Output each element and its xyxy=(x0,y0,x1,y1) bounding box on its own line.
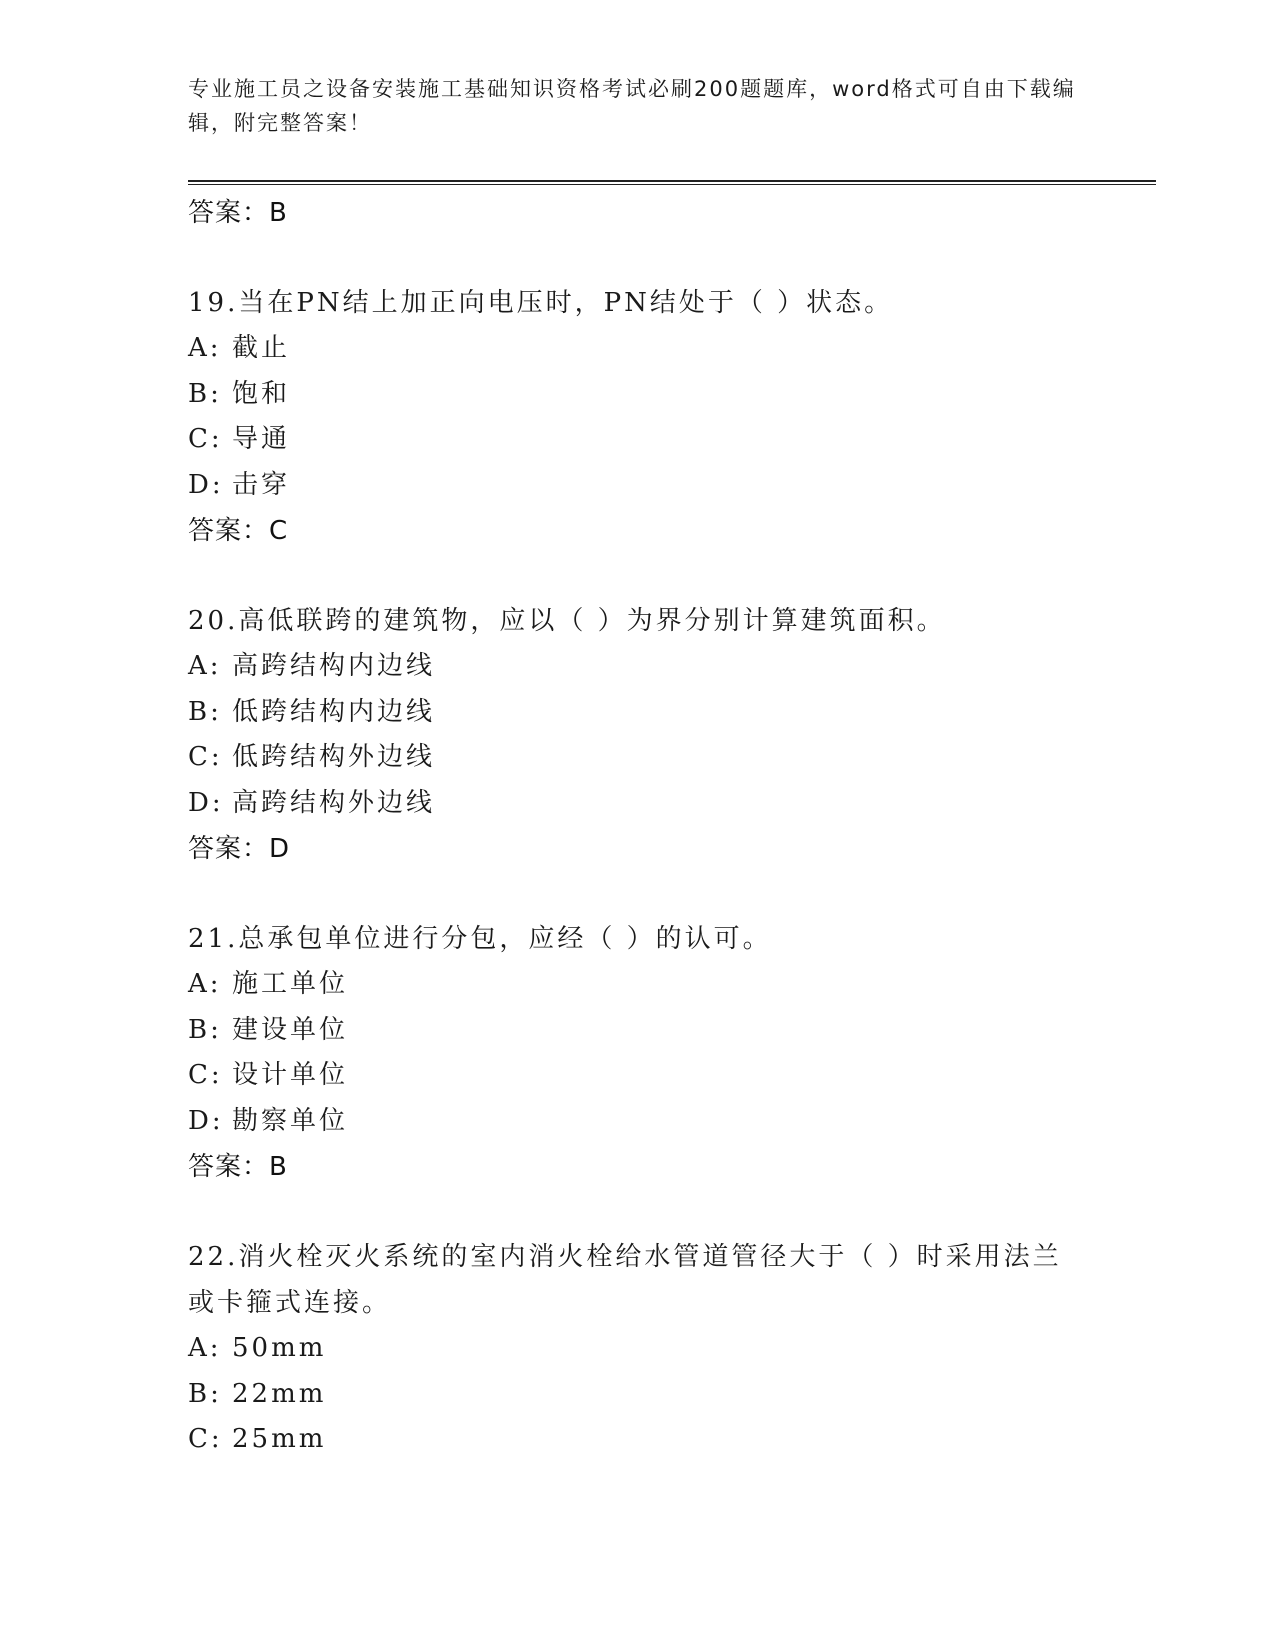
option-letter: B: xyxy=(188,696,222,727)
option-text: 高跨结构外边线 xyxy=(232,787,436,818)
option-letter: D: xyxy=(188,1105,224,1136)
answer-value: D xyxy=(269,834,291,864)
header-text: 专业施工员之设备安装施工基础知识资格考试必刷200题题库，word格式可自由下载编辑，附完整答案！ xyxy=(188,77,1076,135)
option-text: 勘察单位 xyxy=(232,1105,349,1136)
question-block xyxy=(188,598,1088,872)
option-letter: B: xyxy=(188,378,222,409)
option-item xyxy=(188,1372,1088,1418)
header-divider xyxy=(188,180,1156,185)
answer-line xyxy=(188,190,1088,236)
option-letter: A: xyxy=(188,651,222,681)
option-item xyxy=(188,1053,1088,1099)
answer-value: B xyxy=(269,198,288,228)
answer-label: 答案： xyxy=(188,834,270,864)
question-text: 22.消火栓灭火系统的室内消火栓给水管道管径大于（ ）时采用法兰或卡箍式连接。 xyxy=(188,1242,1062,1318)
option-text: 50mm xyxy=(232,1333,327,1363)
option-letter: A: xyxy=(188,333,222,363)
option-item xyxy=(188,326,1088,372)
question-block xyxy=(188,280,1088,554)
option-item xyxy=(188,1008,1088,1054)
question-list xyxy=(188,190,1088,1463)
option-letter: C: xyxy=(188,742,223,772)
option-text: 低跨结构内边线 xyxy=(232,696,436,727)
page-header xyxy=(188,72,1088,140)
option-item xyxy=(188,372,1088,418)
option-item xyxy=(188,735,1088,781)
option-text: 施工单位 xyxy=(232,969,349,999)
option-letter: D: xyxy=(188,469,224,500)
answer-line xyxy=(188,826,1088,872)
option-letter: D: xyxy=(188,787,224,818)
option-item xyxy=(188,1326,1088,1372)
option-text: 低跨结构外边线 xyxy=(232,742,436,772)
answer-line xyxy=(188,1144,1088,1190)
option-text: 25mm xyxy=(232,1424,327,1454)
option-item xyxy=(188,1417,1088,1463)
option-text: 导通 xyxy=(232,424,291,454)
option-letter: C: xyxy=(188,424,223,454)
question-text: 20.高低联跨的建筑物，应以（ ）为界分别计算建筑面积。 xyxy=(188,606,946,636)
option-text: 设计单位 xyxy=(232,1060,349,1090)
option-item xyxy=(188,644,1088,690)
option-letter: A: xyxy=(188,1333,222,1363)
option-text: 22mm xyxy=(232,1378,327,1409)
question-text: 19.当在PN结上加正向电压时，PN结处于（ ）状态。 xyxy=(188,288,894,318)
answer-value: C xyxy=(269,516,289,546)
answer-value: B xyxy=(269,1152,288,1182)
answer-label: 答案： xyxy=(188,198,270,228)
option-item xyxy=(188,781,1088,827)
option-item xyxy=(188,417,1088,463)
option-text: 击穿 xyxy=(232,469,291,500)
option-text: 截止 xyxy=(232,333,291,363)
answer-label: 答案： xyxy=(188,1152,270,1182)
option-letter: B: xyxy=(188,1378,222,1409)
option-letter: B: xyxy=(188,1014,222,1045)
question-text: 21.总承包单位进行分包，应经（ ）的认可。 xyxy=(188,924,772,954)
option-text: 建设单位 xyxy=(232,1014,349,1045)
answer-line xyxy=(188,508,1088,554)
option-item xyxy=(188,463,1088,509)
option-letter: C: xyxy=(188,1060,223,1090)
option-letter: A: xyxy=(188,969,222,999)
answer-label: 答案： xyxy=(188,516,270,546)
option-item xyxy=(188,962,1088,1008)
option-text: 饱和 xyxy=(232,378,291,409)
question-block xyxy=(188,1234,1088,1463)
option-letter: C: xyxy=(188,1424,223,1454)
question-block xyxy=(188,916,1088,1190)
option-text: 高跨结构内边线 xyxy=(232,651,436,681)
option-item xyxy=(188,1099,1088,1145)
option-item xyxy=(188,690,1088,736)
